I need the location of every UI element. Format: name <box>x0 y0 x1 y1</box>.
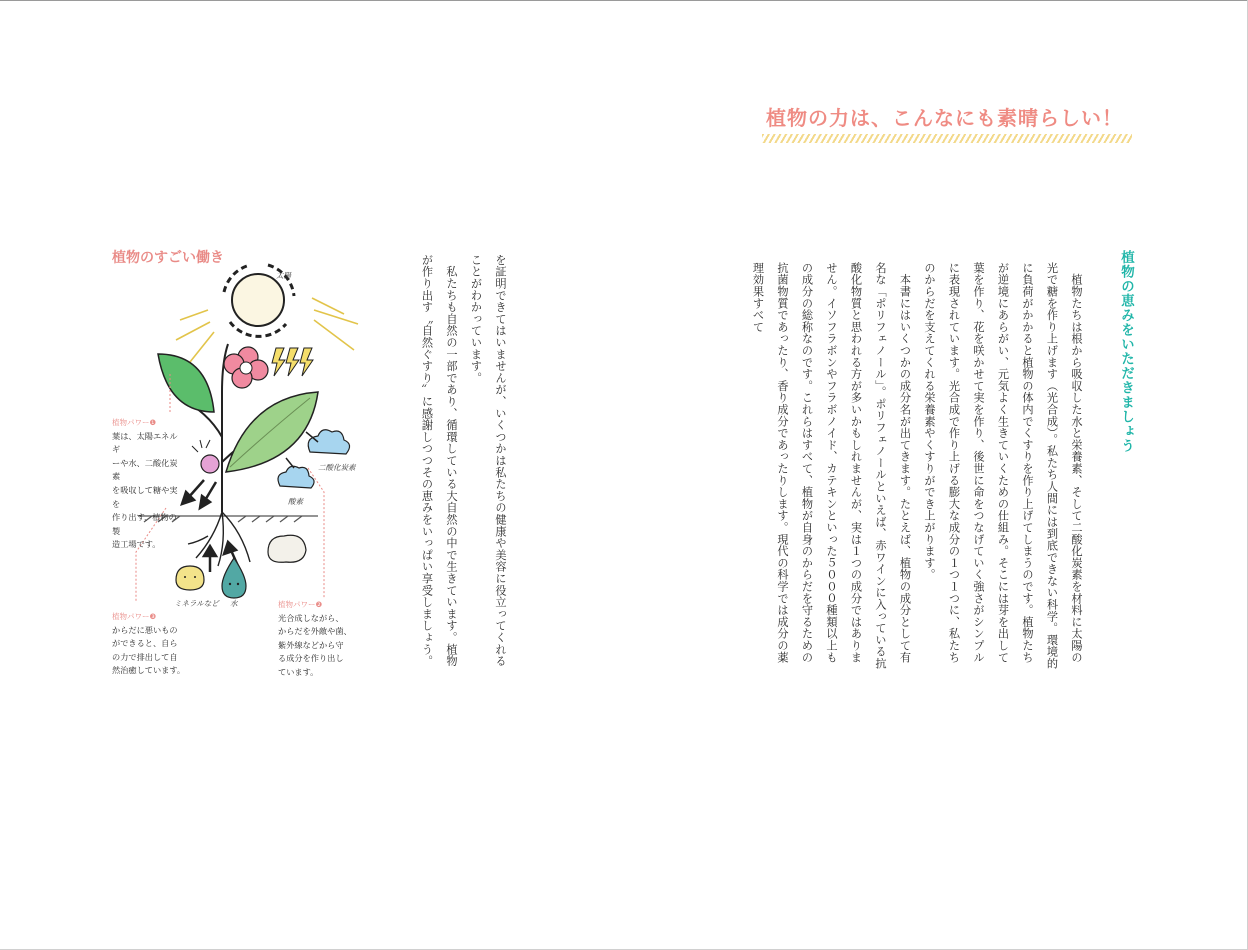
title-underline-stripe <box>762 134 1132 143</box>
water-drop-icon <box>222 558 246 598</box>
caption-plant-power-3 <box>112 610 188 678</box>
oxygen-label: 酸素 <box>288 497 303 506</box>
lightning-icon <box>272 348 313 376</box>
stone-icon <box>268 535 306 562</box>
co2-cloud-icon <box>306 430 350 454</box>
page-border-top <box>0 0 1248 1</box>
oxygen-cloud-icon <box>278 458 314 488</box>
caption-text: 光合成しながら、 からだを外敵や菌、 紫外線などから守 る成分を作り出し ています。 <box>278 612 352 677</box>
minerals-label: ミネラルなど <box>174 599 219 608</box>
figure-title: 植物のすごい働き <box>112 250 224 266</box>
caption-label: 植物パワー❶ <box>112 418 157 427</box>
body-text-left-page: を証明できてはいませんが、いくつかは私たちの健康や美容に役立ってくれることがわかっています。 私たちも自然の一部であり、循環している大自然の中で生きています。植物が作り出す〝自然ぐすり〟に感謝しつつその恵みをいっぱい享受しましょう。 <box>420 254 507 667</box>
co2-label: 二酸化炭素 <box>318 463 356 472</box>
flower-icon <box>224 347 268 388</box>
caption-text: 葉は、太陽エネルギ ーや水、二酸化炭素 を吸収して糖や実を 作り出す、植物の製 造工場です。 <box>112 430 178 550</box>
leaf-left <box>158 354 214 412</box>
minerals-character-icon <box>176 566 204 590</box>
onion-character-icon <box>192 440 219 473</box>
water-label: 水 <box>230 599 238 608</box>
caption-plant-power-2 <box>278 598 358 680</box>
page-title: 植物の力は、こんなにも素晴らしい！ <box>766 106 1123 130</box>
caption-text: からだに悪いもの ができると、自ら の力で排出して自 然治癒しています。 <box>112 624 186 676</box>
caption-label: 植物パワー❷ <box>278 600 323 609</box>
arrow-out-icon <box>182 480 216 508</box>
caption-label: 植物パワー❸ <box>112 612 157 621</box>
leaf-right <box>226 392 318 472</box>
sun-label: 太陽 <box>276 271 291 280</box>
body-text-right-page: 植物たちは根から吸収した水と栄養素、そして二酸化炭素を材料に太陽の光で糖を作り上げます（光合成）。私たち人間には到底できない科学。環境的に負荷がかかると植物の体内でくすりを作り上げてしまうのです。植物たちが逆境にあらがい、元気よく生きていくための仕組み。そこには芽を出して葉を作り、花を咲かせて実を作り、後世に命をつなげていく強さがシンプルに表現されています。光合成で作り上げる膨大な成分の１つ１つに、私たちのからだを支えてくれる栄養素やくすりができ上がります。 本書にはいくつかの成分名が出てきます。たとえば、植物の成分として有名な「ポリフェノール」。ポリフェノールといえば、赤ワインに入っている抗酸化物質と思われる方が多いかもしれませんが、実は１つの成分ではありません。イソフラボンやフラボノイド、カテキンといった５０００種類以上もの成分の総称なのです。これらはすべて、植物が自身のからだを守るための抗菌物質であったり、香り成分であったりします。現代の科学では成分の薬理効果すべて <box>751 262 1083 670</box>
caption-plant-power-1 <box>112 416 184 552</box>
section-heading: 植物の恵みをいただきましょう <box>1118 250 1134 453</box>
